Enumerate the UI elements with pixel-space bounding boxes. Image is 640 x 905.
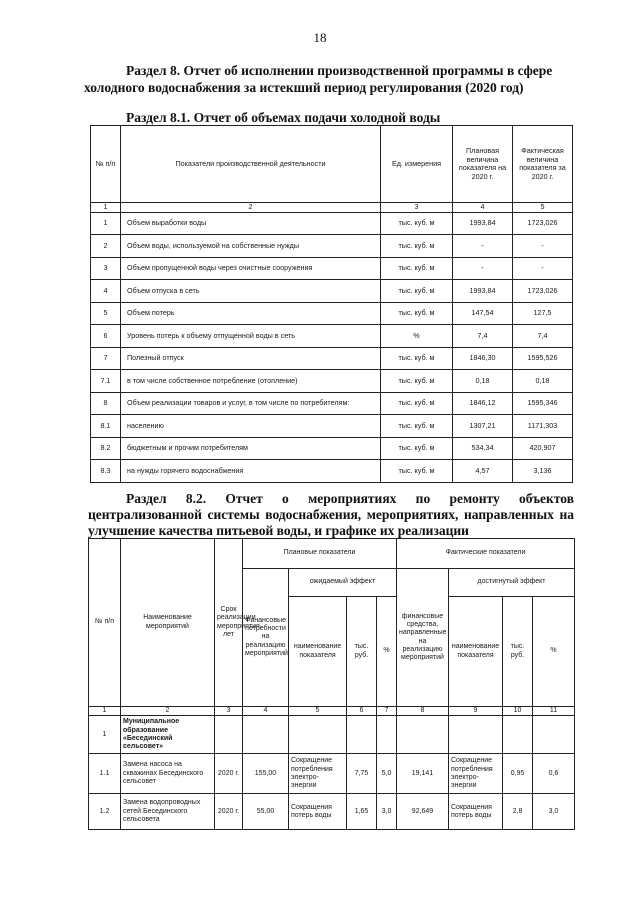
actual-value: 3,136 <box>513 460 573 483</box>
col-number: 3 <box>215 707 243 716</box>
unit-value: тыс. куб. м <box>381 257 453 280</box>
header-planned-group: Плановые показатели <box>243 539 397 569</box>
column-numbers-row <box>89 707 575 716</box>
header-num: № п/п <box>91 126 121 203</box>
unit-value: тыс. куб. м <box>381 437 453 460</box>
measure-term: 2020 г. <box>215 754 243 794</box>
header-unit: Ед. измерения <box>381 126 453 203</box>
row-num: 3 <box>91 257 121 280</box>
col-number: 5 <box>289 707 347 716</box>
table-row <box>91 257 573 280</box>
unit-value: % <box>381 325 453 348</box>
actual-value: 7,4 <box>513 325 573 348</box>
row-num: 5 <box>91 302 121 325</box>
row-num: 1.1 <box>89 754 121 794</box>
table-row <box>91 437 573 460</box>
indicator-name: Объем отпуска в сеть <box>121 280 381 303</box>
row-num: 1.2 <box>89 794 121 830</box>
col-number: 1 <box>91 203 121 213</box>
actual-value: 1723,026 <box>513 280 573 303</box>
header-thous-rub: тыс. руб. <box>347 597 377 707</box>
expected-effect: Сокращения потерь воды <box>289 794 347 830</box>
achieved-pct: 0,6 <box>533 754 575 794</box>
col-number: 9 <box>449 707 503 716</box>
table-row <box>91 392 573 415</box>
indicator-name: Объем воды, используемой на собственные нужды <box>121 235 381 258</box>
table-row <box>91 370 573 393</box>
plan-finance: 55,00 <box>243 794 289 830</box>
row-num: 1 <box>91 212 121 235</box>
table-row <box>91 460 573 483</box>
unit-value: тыс. куб. м <box>381 392 453 415</box>
header-planned: Плановая величина показателя на 2020 г. <box>453 126 513 203</box>
col-number: 6 <box>347 707 377 716</box>
header-term: Срок реализации мероприятия, лет <box>215 539 243 707</box>
header-actual: Фактическая величина показателя за 2020 г. <box>513 126 573 203</box>
indicator-name: Объем пропущенной воды через очистные сооружения <box>121 257 381 280</box>
unit-value: тыс. куб. м <box>381 302 453 325</box>
table-row <box>91 235 573 258</box>
column-numbers-row <box>91 203 573 213</box>
expected-pct: 3,0 <box>377 794 397 830</box>
planned-value: 4,57 <box>453 460 513 483</box>
table-row <box>89 716 575 754</box>
achieved-effect: Сокращение потребления электро-энергии <box>449 754 503 794</box>
header-thous-rub: тыс. руб. <box>503 597 533 707</box>
header-percent: % <box>533 597 575 707</box>
table-row <box>89 754 575 794</box>
row-num: 7.1 <box>91 370 121 393</box>
expected-rub: 1,65 <box>347 794 377 830</box>
row-num: 8.1 <box>91 415 121 438</box>
planned-value: 1307,21 <box>453 415 513 438</box>
row-num: 4 <box>91 280 121 303</box>
indicator-name: на нужды горячего водоснабжения <box>121 460 381 483</box>
table-row <box>91 325 573 348</box>
planned-value: 147,54 <box>453 302 513 325</box>
actual-value: 420,907 <box>513 437 573 460</box>
municipality-name: Муниципальное образование «Бесединский сельсовет» <box>121 716 215 754</box>
unit-value: тыс. куб. м <box>381 235 453 258</box>
row-num: 8.2 <box>91 437 121 460</box>
table-row <box>91 280 573 303</box>
row-num: 8.3 <box>91 460 121 483</box>
unit-value: тыс. куб. м <box>381 460 453 483</box>
unit-value: тыс. куб. м <box>381 280 453 303</box>
unit-value: тыс. куб. м <box>381 347 453 370</box>
header-achieved-name: наименование показателя <box>449 597 503 707</box>
planned-value: - <box>453 257 513 280</box>
header-indicator: Показатели производственной деятельности <box>121 126 381 203</box>
section-8-1-heading: Раздел 8.1. Отчет об объемах подачи холодной воды <box>126 110 441 125</box>
header-achieved-effect: достигнутый эффект <box>449 569 575 597</box>
col-number: 1 <box>89 707 121 716</box>
indicator-name: в том числе собственное потребление (отопление) <box>121 370 381 393</box>
indicator-name: Объем потерь <box>121 302 381 325</box>
header-plan-finance: Финансовые потребности на реализацию мероприятий <box>243 569 289 707</box>
actual-value: - <box>513 257 573 280</box>
col-number: 2 <box>121 707 215 716</box>
indicator-name: населению <box>121 415 381 438</box>
indicator-name: бюджетным и прочим потребителям <box>121 437 381 460</box>
expected-rub: 7,75 <box>347 754 377 794</box>
plan-finance: 155,00 <box>243 754 289 794</box>
row-num: 1 <box>89 716 121 754</box>
measure-name: Замена насоса на скважинах Бесединского сельсовет <box>121 754 215 794</box>
planned-value: 0,18 <box>453 370 513 393</box>
planned-value: 1846,12 <box>453 392 513 415</box>
col-number: 11 <box>533 707 575 716</box>
unit-value: тыс. куб. м <box>381 415 453 438</box>
planned-value: 1846,30 <box>453 347 513 370</box>
header-expected-effect: ожидаемый эффект <box>289 569 397 597</box>
table-row <box>91 302 573 325</box>
unit-value: тыс. куб. м <box>381 212 453 235</box>
col-number: 2 <box>121 203 381 213</box>
actual-value: 127,5 <box>513 302 573 325</box>
water-supply-volumes-table <box>90 125 573 483</box>
indicator-name: Полезный отпуск <box>121 347 381 370</box>
col-number: 8 <box>397 707 449 716</box>
actual-value: 1171,303 <box>513 415 573 438</box>
indicator-name: Объем выработки воды <box>121 212 381 235</box>
planned-value: 1993,84 <box>453 212 513 235</box>
indicator-name: Уровень потерь к объему отпущенной воды в сеть <box>121 325 381 348</box>
table-header-row <box>89 539 575 569</box>
repair-measures-table <box>88 538 575 830</box>
section-8-heading: Раздел 8. Отчет об исполнении производственной программы в сфере холодного водоснабжения за истекший период регулирования (2020 год) <box>84 63 553 95</box>
col-number: 10 <box>503 707 533 716</box>
actual-value: - <box>513 235 573 258</box>
fact-finance: 19,141 <box>397 754 449 794</box>
table-row <box>91 415 573 438</box>
header-fact-finance: финансовые средства, направленные на реализацию мероприятий <box>397 569 449 707</box>
fact-finance: 92,649 <box>397 794 449 830</box>
header-percent: % <box>377 597 397 707</box>
planned-value: 7,4 <box>453 325 513 348</box>
unit-value: тыс. куб. м <box>381 370 453 393</box>
col-number: 3 <box>381 203 453 213</box>
indicator-name: Объем реализации товаров и услуг, в том числе по потребителям: <box>121 392 381 415</box>
planned-value: 1993,84 <box>453 280 513 303</box>
header-num: № п/п <box>89 539 121 707</box>
page-number: 18 <box>313 30 327 45</box>
header-effect-name: наименование показателя <box>289 597 347 707</box>
section-8-2-heading-text: Раздел 8.2. Отчет о мероприятиях по ремонту объектов централизованной системы водоснабжения, мероприятиях, направленных на улучшение качества питьевой воды, и графике их реализации <box>88 491 574 538</box>
measure-term: 2020 г. <box>215 794 243 830</box>
achieved-effect: Сокращения потерь воды <box>449 794 503 830</box>
actual-value: 1723,026 <box>513 212 573 235</box>
table-row <box>89 794 575 830</box>
expected-pct: 5,0 <box>377 754 397 794</box>
section-8-2-heading <box>88 491 574 539</box>
expected-effect: Сокращение потребления электро-энергии <box>289 754 347 794</box>
row-num: 6 <box>91 325 121 348</box>
row-num: 7 <box>91 347 121 370</box>
table-row <box>91 212 573 235</box>
measure-name: Замена водопроводных сетей Бесединского сельсовета <box>121 794 215 830</box>
col-number: 4 <box>453 203 513 213</box>
planned-value: - <box>453 235 513 258</box>
table-row <box>91 347 573 370</box>
actual-value: 0,18 <box>513 370 573 393</box>
table-header-row <box>91 126 573 203</box>
achieved-rub: 0,95 <box>503 754 533 794</box>
actual-value: 1595,346 <box>513 392 573 415</box>
row-num: 8 <box>91 392 121 415</box>
planned-value: 534,34 <box>453 437 513 460</box>
col-number: 5 <box>513 203 573 213</box>
row-num: 2 <box>91 235 121 258</box>
header-name: Наименование мероприятий <box>121 539 215 707</box>
header-actual-group: Фактические показатели <box>397 539 575 569</box>
achieved-pct: 3,0 <box>533 794 575 830</box>
actual-value: 1595,526 <box>513 347 573 370</box>
col-number: 4 <box>243 707 289 716</box>
col-number: 7 <box>377 707 397 716</box>
achieved-rub: 2,8 <box>503 794 533 830</box>
